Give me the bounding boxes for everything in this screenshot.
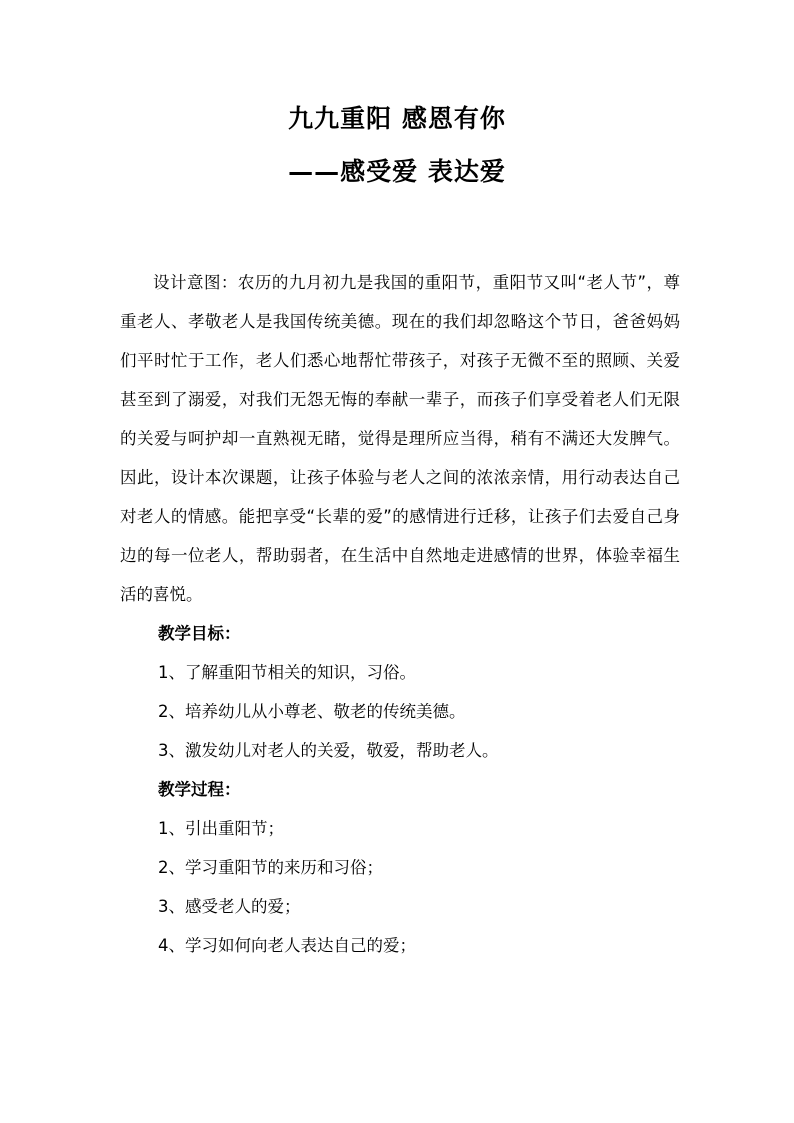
document-body bbox=[120, 263, 680, 965]
document-subtitle: ——感受爱 表达爱 bbox=[288, 157, 506, 186]
list-item: 1、引出重阳节； bbox=[158, 819, 284, 838]
list-item: 3、激发幼儿对老人的关爱，敬爱，帮助老人。 bbox=[158, 741, 499, 760]
goals-heading: 教学目标： bbox=[158, 624, 241, 643]
list-item: 1、了解重阳节相关的知识，习俗。 bbox=[158, 663, 416, 682]
list-item: 4、学习如何向老人表达自己的爱； bbox=[158, 936, 416, 955]
process-list bbox=[120, 809, 680, 965]
document-title: 九九重阳 感恩有你 bbox=[288, 104, 506, 133]
list-item: 2、培养幼儿从小尊老、敬老的传统美德。 bbox=[158, 702, 466, 721]
goals-list bbox=[120, 653, 680, 770]
design-intent-paragraph: 设计意图：农历的九月初九是我国的重阳节，重阳节又叫“老人节”，尊重老人、孝敬老人是我国传统美德。现在的我们却忽略这个节日，爸爸妈妈们平时忙于工作，老人们悉心地帮忙带孩子，对孩子无微不至的照顾、关爱甚至到了溺爱，对我们无怨无悔的奉献一辈子，而孩子们享受着老人们无限的关爱与呵护却一直熟视无睹，觉得是理所应当得，稍有不满还大发脾气。因此，设计本次课题，让孩子体验与老人之间的浓浓亲情，用行动表达自己对老人的情感。能把享受“长辈的爱”的感情进行迁移，让孩子们去爱自己身边的每一位老人，帮助弱者，在生活中自然地走进感情的世界，体验幸福生活的喜悦。 bbox=[120, 273, 680, 604]
list-item: 2、学习重阳节的来历和习俗； bbox=[158, 858, 383, 877]
process-heading: 教学过程： bbox=[158, 780, 241, 799]
list-item: 3、感受老人的爱； bbox=[158, 897, 301, 916]
